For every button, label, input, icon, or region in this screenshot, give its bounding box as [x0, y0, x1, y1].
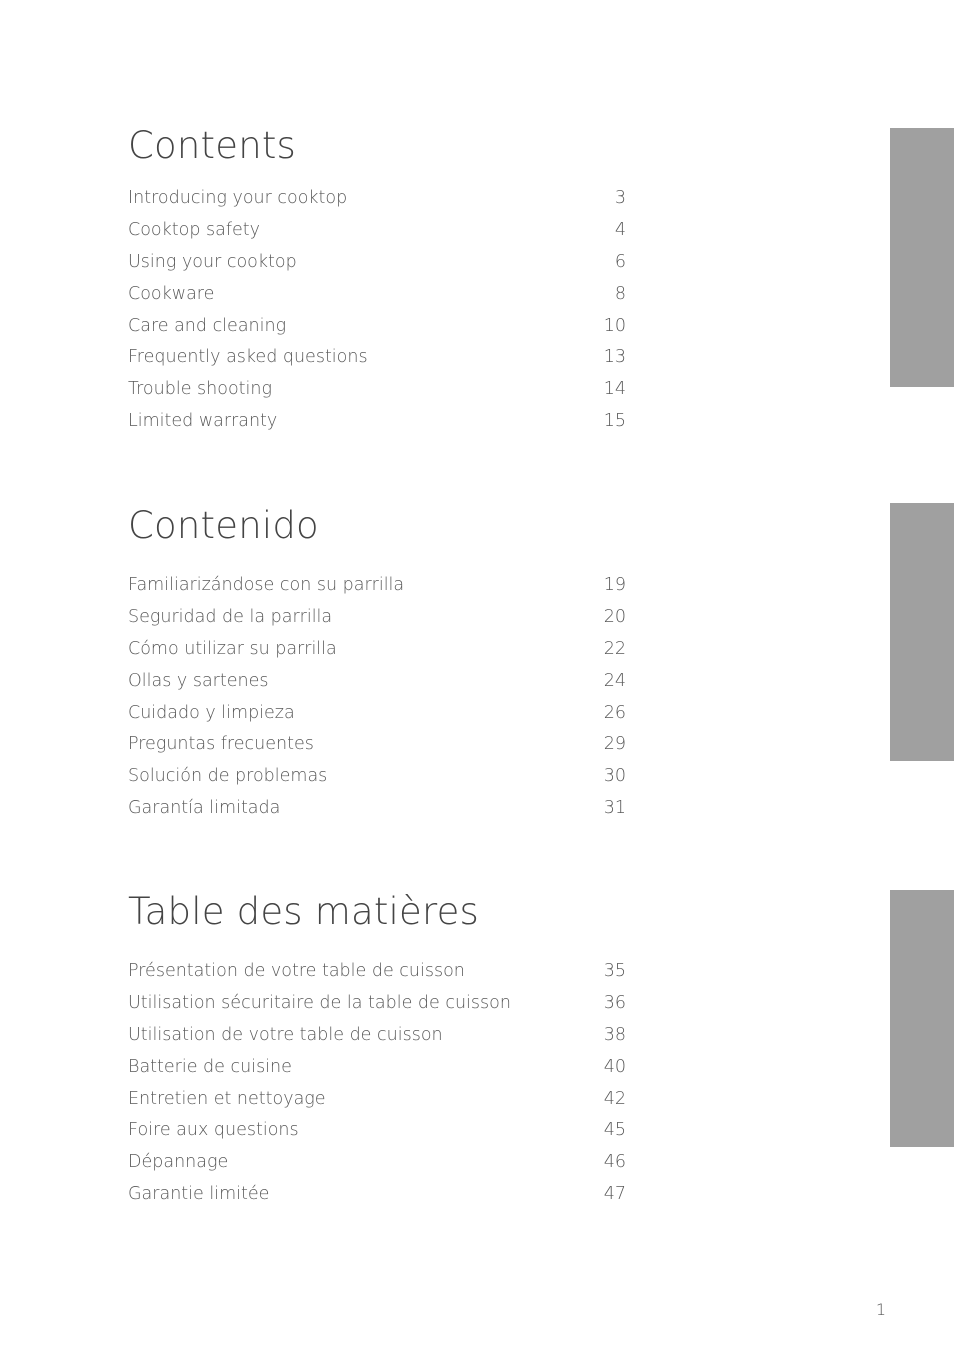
toc-entry[interactable]: [128, 961, 626, 993]
toc-entry-page: 42: [603, 1088, 626, 1109]
toc-entry-page: 4: [614, 219, 626, 240]
toc-entry-page: 14: [603, 379, 626, 400]
toc-entry-label: Cuidado y limpieza: [128, 702, 295, 723]
side-tab-spanish: [890, 503, 954, 761]
toc-entry[interactable]: [128, 607, 626, 639]
toc-entry-label: Introducing your cooktop: [128, 188, 348, 208]
toc-entry-label: Cookware: [128, 283, 215, 304]
toc-entry[interactable]: [128, 734, 626, 766]
toc-entry[interactable]: [128, 671, 626, 703]
toc-entry[interactable]: [128, 284, 626, 316]
toc-section-french: [128, 892, 626, 1216]
toc-entry-label: Batterie de cuisine: [128, 1056, 292, 1077]
toc-entry-page: 35: [603, 961, 626, 981]
toc-entry-page: 15: [603, 411, 626, 432]
toc-entry-page: 22: [603, 638, 626, 659]
toc-entry-page: 40: [603, 1056, 626, 1077]
side-tab-french: [890, 890, 954, 1147]
toc-list: [128, 188, 626, 443]
toc-entry-label: Familiarizándose con su parrilla: [128, 575, 405, 595]
page-number: 1: [875, 1300, 886, 1319]
toc-entry[interactable]: [128, 766, 626, 798]
toc-entry[interactable]: [128, 993, 626, 1025]
toc-entry[interactable]: [128, 575, 626, 607]
toc-entry[interactable]: [128, 1025, 626, 1057]
toc-entry[interactable]: [128, 1152, 626, 1184]
toc-entry-label: Garantie limitée: [128, 1184, 270, 1205]
side-tab-english: [890, 128, 954, 387]
toc-entry[interactable]: [128, 188, 626, 220]
toc-entry-page: 46: [603, 1152, 626, 1173]
toc-entry-label: Preguntas frecuentes: [128, 734, 314, 755]
toc-entry[interactable]: [128, 1184, 626, 1216]
toc-entry-label: Garantía limitada: [128, 798, 281, 819]
toc-list: [128, 575, 626, 830]
toc-entry-page: 26: [603, 702, 626, 723]
toc-entry[interactable]: [128, 252, 626, 284]
toc-entry-label: Cooktop safety: [128, 219, 260, 240]
toc-entry-page: 10: [603, 315, 626, 336]
toc-entry-label: Using your cooktop: [128, 251, 297, 272]
toc-entry-label: Solución de problemas: [128, 766, 328, 787]
toc-entry-page: 3: [614, 188, 626, 208]
toc-entry-page: 36: [603, 992, 626, 1013]
toc-entry-page: 13: [603, 347, 626, 368]
toc-entry-label: Entretien et nettoyage: [128, 1088, 326, 1109]
toc-entry-label: Foire aux questions: [128, 1120, 299, 1141]
toc-entry-label: Limited warranty: [128, 411, 278, 432]
toc-entry-page: 19: [603, 575, 626, 595]
section-title: Contents: [128, 124, 297, 167]
toc-entry-label: Dépannage: [128, 1152, 229, 1173]
toc-entry-label: Care and cleaning: [128, 315, 287, 336]
toc-entry-label: Cómo utilizar su parrilla: [128, 638, 337, 659]
toc-section-spanish: [128, 506, 626, 830]
toc-entry-label: Trouble shooting: [128, 379, 272, 400]
toc-entry[interactable]: [128, 1120, 626, 1152]
toc-entry[interactable]: [128, 411, 626, 443]
toc-entry-page: 6: [614, 251, 626, 272]
toc-entry-page: 24: [603, 670, 626, 691]
toc-entry[interactable]: [128, 798, 626, 830]
toc-entry[interactable]: [128, 220, 626, 252]
toc-entry-label: Présentation de votre table de cuisson: [128, 961, 465, 981]
toc-entry-label: Utilisation de votre table de cuisson: [128, 1024, 443, 1045]
toc-entry-page: 8: [614, 283, 626, 304]
toc-entry-label: Seguridad de la parrilla: [128, 606, 333, 627]
toc-entry[interactable]: [128, 379, 626, 411]
toc-entry-page: 31: [603, 798, 626, 819]
toc-entry-page: 30: [603, 766, 626, 787]
section-title: Contenido: [128, 504, 319, 547]
toc-entry-page: 47: [603, 1184, 626, 1205]
toc-entry[interactable]: [128, 1057, 626, 1089]
toc-entry[interactable]: [128, 1089, 626, 1121]
toc-entry[interactable]: [128, 347, 626, 379]
toc-entry-page: 45: [603, 1120, 626, 1141]
toc-entry-label: Frequently asked questions: [128, 347, 368, 368]
toc-entry-page: 38: [603, 1024, 626, 1045]
toc-entry-label: Utilisation sécuritaire de la table de cuisson: [128, 992, 511, 1013]
toc-entry[interactable]: [128, 316, 626, 348]
toc-entry-page: 29: [603, 734, 626, 755]
toc-entry-page: 20: [603, 606, 626, 627]
toc-entry[interactable]: [128, 639, 626, 671]
toc-section-english: [128, 126, 626, 443]
section-title: Table des matières: [128, 890, 480, 933]
toc-entry[interactable]: [128, 703, 626, 735]
toc-entry-label: Ollas y sartenes: [128, 670, 269, 691]
toc-list: [128, 961, 626, 1216]
